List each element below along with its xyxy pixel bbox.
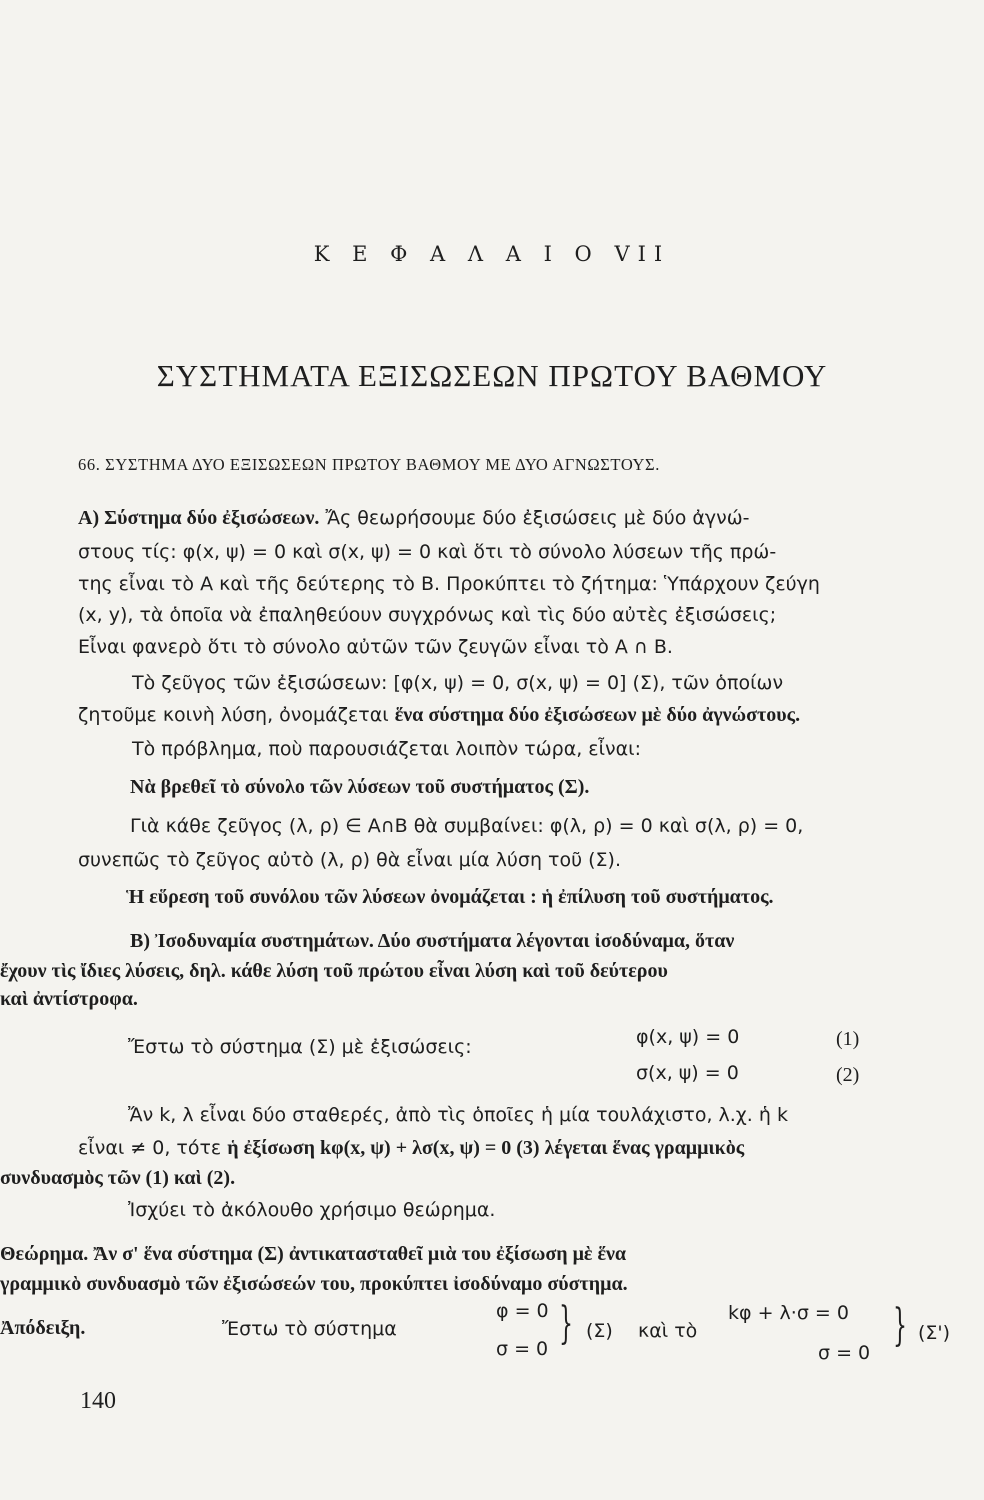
part-a-heading: Α) Σύστημα δύο ἐξισώσεων. bbox=[78, 507, 320, 529]
part-b-line-1: Β) Ἰσοδυναμία συστημάτων. Δύο συστήματα λέγονται ἰσοδύναμα, ὅταν bbox=[130, 930, 735, 952]
pair-line-2-text: ζητοῦμε κοινὴ λύση, ὀνομάζεται bbox=[78, 704, 395, 726]
chapter-heading: Κ Ε Φ Α Λ Α Ι Ο VII bbox=[313, 242, 671, 266]
system-s-prime-equation-2: σ = 0 bbox=[818, 1342, 871, 1364]
system-s-prime-label: (Σ') bbox=[918, 1322, 951, 1344]
system-s-prime-equation-1: kφ + λ·σ = 0 bbox=[728, 1302, 849, 1324]
theorem-line-1: Θεώρημα. Ἄν σ' ἕνα σύστημα (Σ) ἀντικατασταθεῖ μιὰ του ἐξίσωση μὲ ἕνα bbox=[0, 1243, 627, 1265]
problem-line-1: Τὸ πρόβλημα, ποὺ παρουσιάζεται λοιπὸν τώρα, εἶναι: bbox=[132, 738, 641, 760]
pair-line-1: Τὸ ζεῦγος τῶν ἐξισώσεων: [φ(x, ψ) = 0, σ(x, ψ) = 0] (Σ), τῶν ὁποίων bbox=[132, 672, 784, 694]
proof-and-text: καὶ τὸ bbox=[638, 1320, 698, 1342]
system-intro: Ἔστω τὸ σύστημα (Σ) μὲ ἐξισώσεις: bbox=[128, 1036, 472, 1058]
combination-line-2 bbox=[78, 1137, 744, 1160]
linear-combination-definition: ἡ ἐξίσωση kφ(x, ψ) + λσ(x, ψ) = 0 (3) λέγεται ἕνας γραμμικὸς bbox=[227, 1137, 745, 1159]
section-heading: 66. ΣΥΣΤΗΜΑ ΔΥΟ ΕΞΙΣΩΣΕΩΝ ΠΡΩΤΟΥ ΒΑΘΜΟΥ ΜΕ ΔΥΟ ΑΓΝΩΣΤΟΥΣ. bbox=[78, 455, 660, 474]
part-b-line-2: ἔχουν τὶς ἴδιες λύσεις, δηλ. κάθε λύση τοῦ πρώτου εἶναι λύση καὶ τοῦ δεύτερου bbox=[0, 960, 668, 982]
combination-line-3: συνδυασμὸς τῶν (1) καὶ (2). bbox=[0, 1167, 236, 1189]
right-brace-icon: } bbox=[559, 1298, 573, 1349]
equation-1-number: (1) bbox=[836, 1028, 860, 1050]
proof-label: Ἀπόδειξη. bbox=[0, 1317, 86, 1339]
theorem-intro: Ἰσχύει τὸ ἀκόλουθο χρήσιμο θεώρημα. bbox=[128, 1199, 496, 1221]
paragraph-a-line-4: (x, y), τὰ ὁποῖα νὰ ἐπαληθεύουν συγχρόνως καὶ τὶς δύο αὐτὲς ἐξισώσεις; bbox=[78, 604, 777, 626]
right-brace-icon: } bbox=[893, 1300, 907, 1351]
system-definition: ἕνα σύστημα δύο ἐξισώσεων μὲ δύο ἀγνώστους. bbox=[394, 704, 801, 726]
equation-1: φ(x, ψ) = 0 bbox=[636, 1026, 740, 1048]
chapter-title: ΣΥΣΤΗΜΑΤΑ ΕΞΙΣΩΣΕΩΝ ΠΡΩΤΟΥ ΒΑΘΜΟΥ bbox=[156, 358, 828, 393]
equation-2-number: (2) bbox=[836, 1064, 860, 1086]
paragraph-a-line-2: στους τίς: φ(x, ψ) = 0 καὶ σ(x, ψ) = 0 καὶ ὅτι τὸ σύνολο λύσεων τῆς πρώ- bbox=[78, 541, 777, 563]
combination-line-2-text: εἶναι ≠ 0, τότε bbox=[78, 1137, 228, 1159]
every-pair-line-2: συνεπῶς τὸ ζεῦγος αὐτὸ (λ, ρ) θὰ εἶναι μία λύση τοῦ (Σ). bbox=[78, 849, 621, 871]
system-s-equation-1: φ = 0 bbox=[496, 1300, 549, 1322]
page-number: 140 bbox=[80, 1388, 116, 1414]
theorem-line-2: γραμμικὸ συνδυασμὸ τῶν ἐξισώσεών του, προκύπτει ἰσοδύναμο σύστημα. bbox=[0, 1273, 628, 1295]
part-b-line-3: καὶ ἀντίστροφα. bbox=[0, 988, 138, 1010]
every-pair-line-1: Γιὰ κάθε ζεῦγος (λ, ρ) ∈ Α∩Β θὰ συμβαίνει: φ(λ, ρ) = 0 καὶ σ(λ, ρ) = 0, bbox=[130, 815, 804, 837]
paragraph-a-line-1 bbox=[78, 507, 750, 530]
pair-line-2 bbox=[78, 704, 800, 727]
system-s-label: (Σ) bbox=[586, 1320, 613, 1342]
paragraph-a-line-5: Εἶναι φανερὸ ὅτι τὸ σύνολο αὐτῶν τῶν ζευγῶν εἶναι τὸ Α ∩ Β. bbox=[78, 636, 673, 658]
paragraph-a-text-1: Ἄς θεωρήσουμε δύο ἐξισώσεις μὲ δύο ἀγνώ- bbox=[319, 507, 750, 529]
paragraph-a-line-3: της εἶναι τὸ Α καὶ τῆς δεύτερης τὸ Β. Προκύπτει τὸ ζήτημα: Ὑπάρχουν ζεύγη bbox=[78, 573, 820, 595]
system-s-equation-2: σ = 0 bbox=[496, 1338, 549, 1360]
solution-definition: Ἡ εὕρεση τοῦ συνόλου τῶν λύσεων ὀνομάζεται : ἡ ἐπίλυση τοῦ συστήματος. bbox=[126, 886, 774, 908]
equation-2: σ(x, ψ) = 0 bbox=[636, 1062, 739, 1084]
combination-line-1: Ἄν k, λ εἶναι δύο σταθερές, ἀπὸ τὶς ὁποῖες ἡ μία τουλάχιστο, λ.χ. ἡ k bbox=[128, 1104, 788, 1126]
problem-statement: Νὰ βρεθεῖ τὸ σύνολο τῶν λύσεων τοῦ συστήματος (Σ). bbox=[130, 776, 590, 798]
proof-text: Ἔστω τὸ σύστημα bbox=[222, 1318, 397, 1340]
